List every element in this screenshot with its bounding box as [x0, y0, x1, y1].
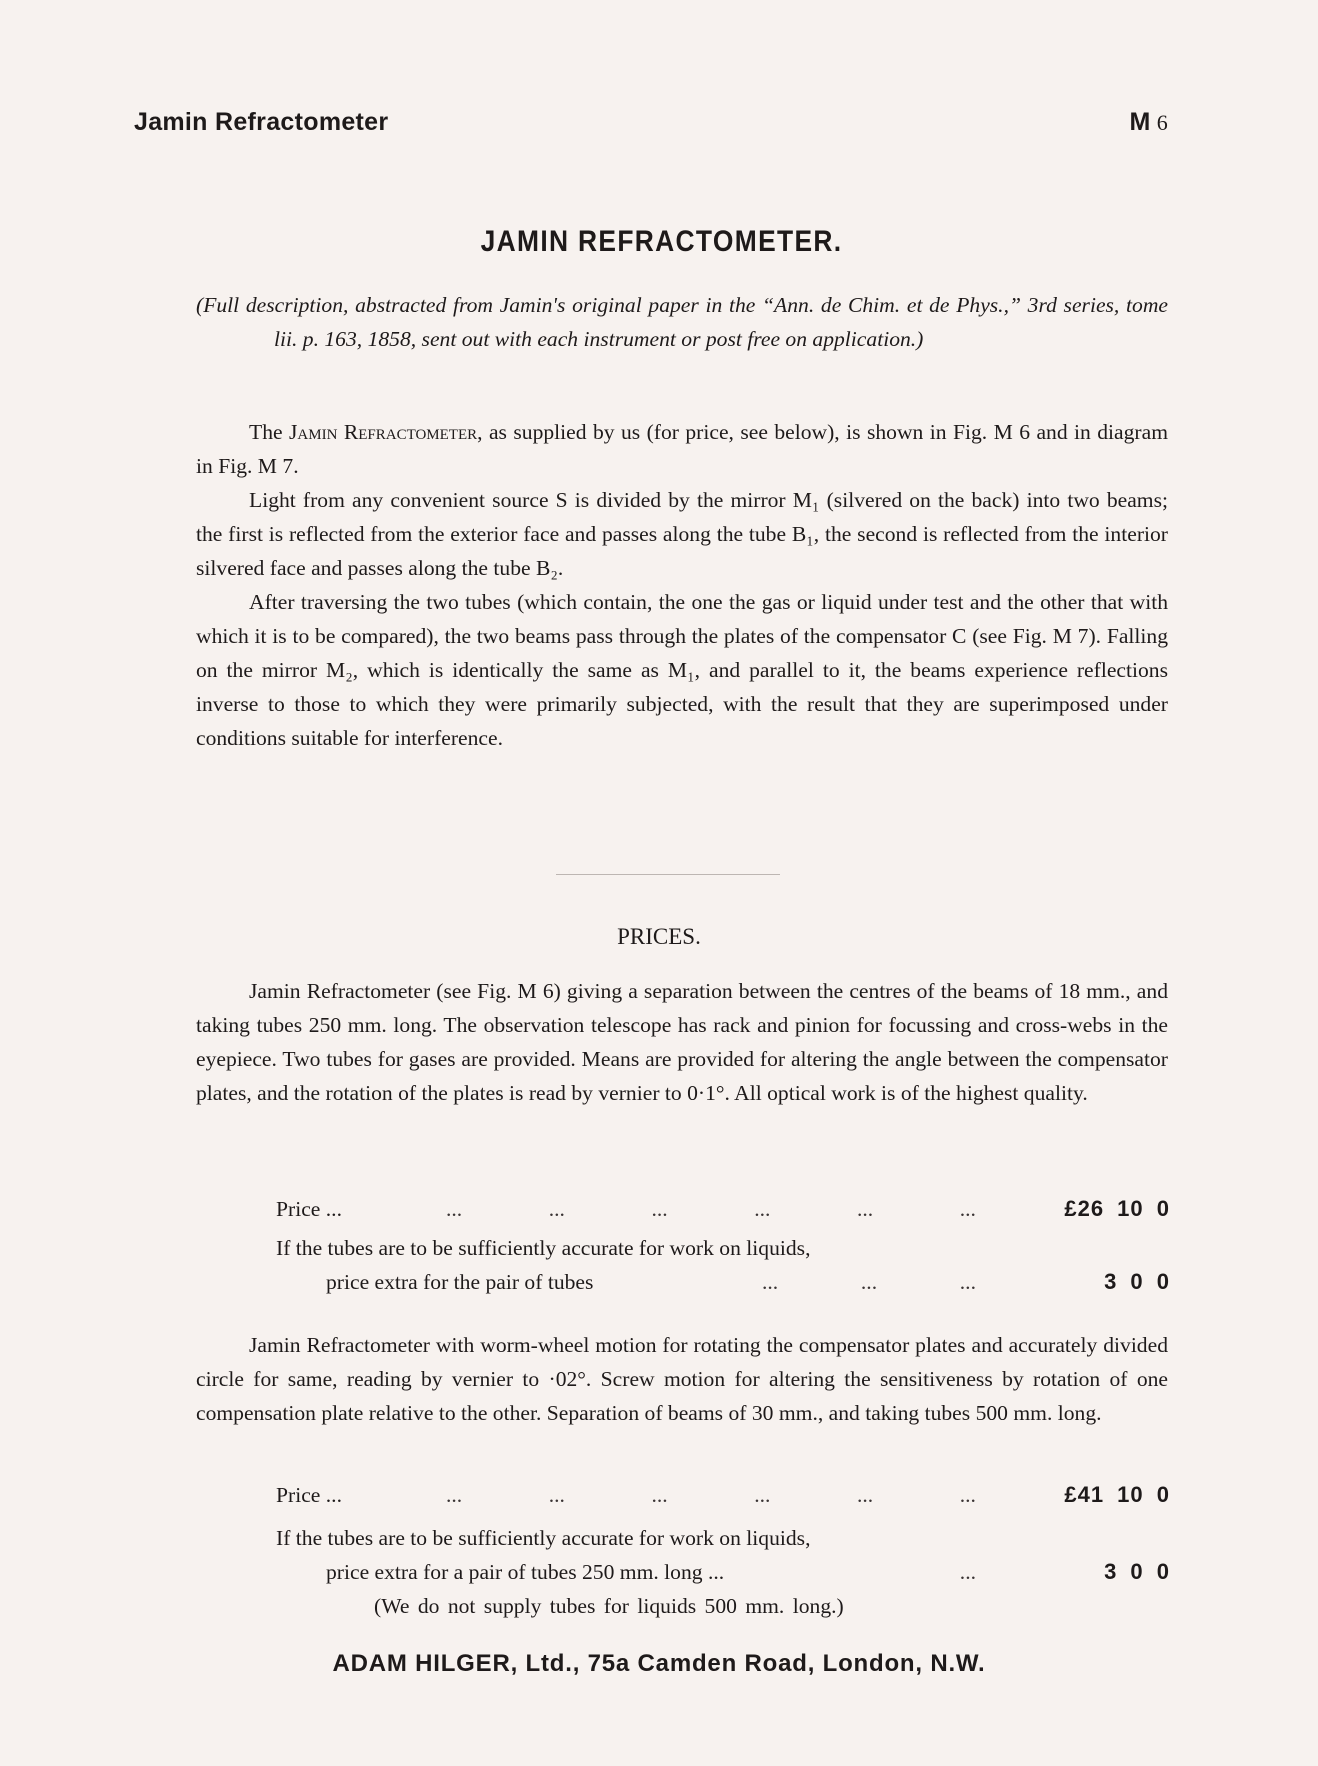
intro-paragraph-3: After traversing the two tubes (which contain, the one the gas or liquid under test and the other that with which it is to be compared), the two beams pass through the plates of the compensator C (see Fig. M 7). Falling on the mirror M₂, which is identically the same as M₁, and parallel to it, the beams experience reflections inverse to those to which they were primarily subjected, with the result that they are superimposed under conditions suitable for interference.: [196, 590, 1168, 750]
page-prefix: M: [1129, 108, 1151, 136]
page-title: JAMIN REFRACTOMETER.: [480, 225, 843, 258]
price-value: £26 10 0: [1064, 1196, 1170, 1221]
intro-p1-smallcaps: Jamin Refractometer: [289, 420, 478, 444]
price-value: £41 10 0: [1064, 1482, 1170, 1507]
extra-text: price extra for a pair of tubes 250 mm. long ...: [326, 1560, 725, 1584]
intro-paragraph-2: Light from any convenient source S is divided by the mirror M₁ (silvered on the back) into two beams; the first is reflected from the exterior face and passes along the tube B₁, the second is reflected from the interior silvered face and passes along the tube B₂.: [196, 488, 1168, 580]
price-label: Price ...: [276, 1483, 342, 1507]
price-item-2-text: Jamin Refractometer with worm-wheel motion for rotating the compensator plates and accurately divided circle for same, reading by vernier to ·02°. Screw motion for altering the sensitiveness by rotation of one compensation plate relative to the other. Separation of beams of 30 mm., and taking tubes 500 mm. long.: [196, 1333, 1168, 1425]
section-divider: [556, 874, 780, 875]
publisher-footer: ADAM HILGER, Ltd., 75a Camden Road, London, N.W.: [332, 1650, 986, 1677]
dot-leader: ... ... ... ... ... ...: [446, 1483, 976, 1507]
intro-paragraph-1: [196, 415, 1168, 483]
extra-text: If the tubes are to be sufficiently accurate for work on liquids,: [276, 1526, 811, 1550]
page-number: [1130, 108, 1168, 137]
price-item-1-text: Jamin Refractometer (see Fig. M 6) giving a separation between the centres of the beams of 18 mm., and taking tubes 250 mm. long. The observation telescope has rack and pinion for focussing and cross-webs in the eyepiece. Two tubes for gases are provided. Means are provided for altering the angle between the compensator plates, and the rotation of the plates is read by vernier to 0·1°. All optical work is of the highest quality.: [196, 979, 1168, 1105]
price-label: Price ...: [276, 1197, 342, 1221]
running-head-title: Jamin Refractometer: [134, 108, 389, 136]
extra-text: If the tubes are to be sufficiently accurate for work on liquids,: [276, 1236, 811, 1260]
extra-price-value: 3 0 0: [1104, 1269, 1170, 1294]
intro-section: [196, 415, 1168, 755]
intro-p1-rest: , as supplied by us (for price, see below), is shown in Fig. M 6 and in diagram in Fig. M 7.: [196, 420, 1169, 478]
extra-price-value: 3 0 0: [1104, 1559, 1170, 1584]
description-note: [196, 288, 1168, 356]
dot-leader: ...: [959, 1560, 976, 1584]
extra-text: price extra for the pair of tubes: [326, 1270, 594, 1294]
liquids-tube-note: (We do not supply tubes for liquids 500 mm. long.): [374, 1594, 844, 1618]
dot-leader: ... ... ...: [762, 1270, 976, 1294]
prices-heading: PRICES.: [617, 924, 701, 949]
page-number-value: 6: [1156, 110, 1168, 135]
running-head: [134, 108, 1168, 137]
description-note-text: (Full description, abstracted from Jamin's original paper in the “Ann. de Chim. et de Phys.,” 3rd series, tome lii. p. 163, 1858, sent out with each instrument or post free on application.): [196, 293, 1168, 351]
intro-p1-lead: The: [249, 420, 289, 444]
dot-leader: ... ... ... ... ... ...: [446, 1197, 976, 1221]
price-item-1-description: [196, 974, 1168, 1110]
price-item-2-description: [196, 1328, 1168, 1430]
